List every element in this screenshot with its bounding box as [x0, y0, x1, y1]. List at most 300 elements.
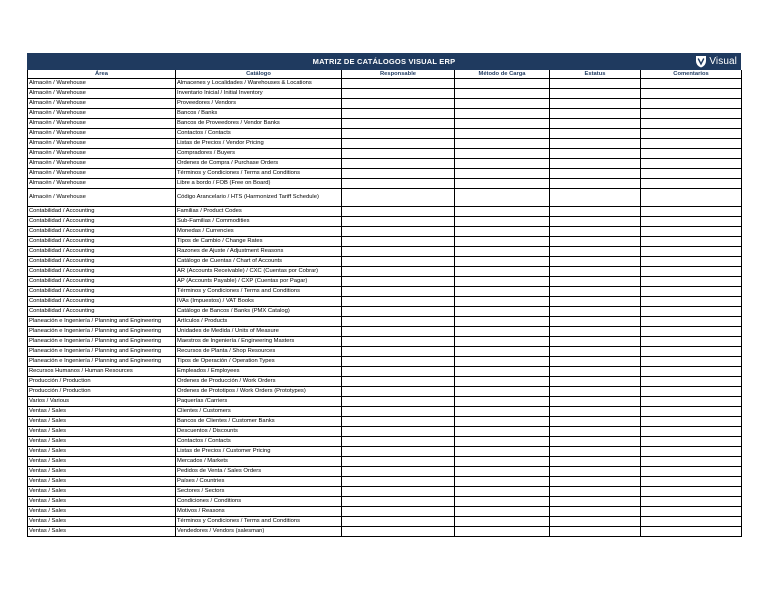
- cell-load-method[interactable]: [455, 387, 550, 397]
- table-row: [28, 527, 742, 537]
- cell-comments[interactable]: [641, 427, 742, 437]
- table-row: [28, 377, 742, 387]
- cell-area: Almacén / Warehouse: [28, 169, 176, 179]
- cell-status[interactable]: [550, 337, 641, 347]
- cell-load-method[interactable]: [455, 109, 550, 119]
- cell-status[interactable]: [550, 169, 641, 179]
- cell-catalog: Maestros de Ingeniería / Engineering Masters: [176, 337, 342, 347]
- column-header-load-method: Método de Carga: [455, 70, 550, 79]
- cell-comments[interactable]: [641, 149, 742, 159]
- cell-catalog: Compradores / Buyers: [176, 149, 342, 159]
- cell-comments[interactable]: [641, 247, 742, 257]
- cell-area: Ventas / Sales: [28, 517, 176, 527]
- cell-status[interactable]: [550, 527, 641, 537]
- cell-status[interactable]: [550, 129, 641, 139]
- cell-area: Almacén / Warehouse: [28, 149, 176, 159]
- cell-load-method[interactable]: [455, 447, 550, 457]
- cell-area: Producción / Production: [28, 387, 176, 397]
- cell-responsible[interactable]: [342, 457, 455, 467]
- cell-load-method[interactable]: [455, 217, 550, 227]
- column-header-catalog: Catálogo: [176, 70, 342, 79]
- cell-status[interactable]: [550, 397, 641, 407]
- cell-status[interactable]: [550, 507, 641, 517]
- cell-status[interactable]: [550, 487, 641, 497]
- cell-comments[interactable]: [641, 99, 742, 109]
- cell-status[interactable]: [550, 317, 641, 327]
- cell-comments[interactable]: [641, 477, 742, 487]
- cell-load-method[interactable]: [455, 347, 550, 357]
- cell-status[interactable]: [550, 217, 641, 227]
- cell-area: Ventas / Sales: [28, 417, 176, 427]
- cell-load-method[interactable]: [455, 427, 550, 437]
- cell-load-method[interactable]: [455, 89, 550, 99]
- cell-comments[interactable]: [641, 287, 742, 297]
- table-row: [28, 79, 742, 89]
- cell-responsible[interactable]: [342, 407, 455, 417]
- cell-load-method[interactable]: [455, 317, 550, 327]
- cell-catalog: Descuentos / Discounts: [176, 427, 342, 437]
- cell-load-method[interactable]: [455, 397, 550, 407]
- cell-comments[interactable]: [641, 527, 742, 537]
- cell-comments[interactable]: [641, 367, 742, 377]
- cell-status[interactable]: [550, 457, 641, 467]
- cell-load-method[interactable]: [455, 247, 550, 257]
- cell-comments[interactable]: [641, 407, 742, 417]
- cell-responsible[interactable]: [342, 217, 455, 227]
- cell-load-method[interactable]: [455, 517, 550, 527]
- cell-comments[interactable]: [641, 317, 742, 327]
- cell-responsible[interactable]: [342, 317, 455, 327]
- table-row: [28, 159, 742, 169]
- cell-status[interactable]: [550, 277, 641, 287]
- cell-responsible[interactable]: [342, 357, 455, 367]
- cell-area: Planeación e Ingeniería / Planning and Engineering: [28, 317, 176, 327]
- column-header-responsible: Responsable: [342, 70, 455, 79]
- cell-catalog: Familias / Product Codes: [176, 207, 342, 217]
- table-row: [28, 517, 742, 527]
- cell-responsible[interactable]: [342, 487, 455, 497]
- cell-comments[interactable]: [641, 207, 742, 217]
- cell-catalog: Contactos / Contacts: [176, 437, 342, 447]
- cell-load-method[interactable]: [455, 487, 550, 497]
- cell-load-method[interactable]: [455, 139, 550, 149]
- cell-catalog: Pedidos de Venta / Sales Orders: [176, 467, 342, 477]
- cell-responsible[interactable]: [342, 189, 455, 207]
- cell-catalog: Mercados / Markets: [176, 457, 342, 467]
- cell-responsible[interactable]: [342, 129, 455, 139]
- cell-area: Contabilidad / Accounting: [28, 267, 176, 277]
- cell-load-method[interactable]: [455, 297, 550, 307]
- table-row: [28, 497, 742, 507]
- table-row: [28, 507, 742, 517]
- cell-responsible[interactable]: [342, 207, 455, 217]
- cell-status[interactable]: [550, 99, 641, 109]
- table-row: [28, 337, 742, 347]
- cell-responsible[interactable]: [342, 427, 455, 437]
- cell-status[interactable]: [550, 407, 641, 417]
- cell-status[interactable]: [550, 437, 641, 447]
- cell-catalog: Unidades de Medida / Units of Measure: [176, 327, 342, 337]
- cell-area: Recursos Humanos / Human Resources: [28, 367, 176, 377]
- table-row: [28, 217, 742, 227]
- cell-catalog: Bancos de Proveedores / Vendor Banks: [176, 119, 342, 129]
- cell-load-method[interactable]: [455, 149, 550, 159]
- cell-responsible[interactable]: [342, 287, 455, 297]
- table-row: [28, 367, 742, 377]
- cell-area: Almacén / Warehouse: [28, 129, 176, 139]
- cell-responsible[interactable]: [342, 247, 455, 257]
- column-header-comments: Comentarios: [641, 70, 742, 79]
- cell-load-method[interactable]: [455, 257, 550, 267]
- cell-comments[interactable]: [641, 447, 742, 457]
- cell-responsible[interactable]: [342, 507, 455, 517]
- table-row: [28, 417, 742, 427]
- cell-area: Ventas / Sales: [28, 427, 176, 437]
- cell-status[interactable]: [550, 327, 641, 337]
- cell-load-method[interactable]: [455, 287, 550, 297]
- cell-comments[interactable]: [641, 159, 742, 169]
- cell-catalog: Libre a bordo / FOB (Free on Board): [176, 179, 342, 189]
- cell-load-method[interactable]: [455, 327, 550, 337]
- cell-load-method[interactable]: [455, 337, 550, 347]
- cell-status[interactable]: [550, 267, 641, 277]
- cell-catalog: Condiciones / Conditions: [176, 497, 342, 507]
- cell-load-method[interactable]: [455, 357, 550, 367]
- cell-status[interactable]: [550, 367, 641, 377]
- cell-comments[interactable]: [641, 129, 742, 139]
- page-title: MATRIZ DE CATÁLOGOS VISUAL ERP: [312, 57, 456, 66]
- cell-comments[interactable]: [641, 437, 742, 447]
- cell-area: Varios / Various: [28, 397, 176, 407]
- table-row: [28, 227, 742, 237]
- cell-catalog: Almacenes y Localidades / Warehouses & Locations: [176, 79, 342, 89]
- cell-catalog: Sub-Familias / Commodities: [176, 217, 342, 227]
- table-row: [28, 179, 742, 189]
- cell-status[interactable]: [550, 287, 641, 297]
- cell-catalog: Código Arancelario / HTS (Harmonized Tariff Schedule): [176, 189, 342, 207]
- table-row: [28, 427, 742, 437]
- cell-comments[interactable]: [641, 139, 742, 149]
- cell-status[interactable]: [550, 387, 641, 397]
- cell-area: Planeación e Ingeniería / Planning and Engineering: [28, 337, 176, 347]
- title-bar: [27, 53, 741, 70]
- cell-area: Ventas / Sales: [28, 407, 176, 417]
- table-row: [28, 247, 742, 257]
- cell-catalog: Vendedores / Vendors (salesman): [176, 527, 342, 537]
- table-row: [28, 317, 742, 327]
- cell-area: Almacén / Warehouse: [28, 109, 176, 119]
- cell-responsible[interactable]: [342, 497, 455, 507]
- cell-status[interactable]: [550, 179, 641, 189]
- cell-comments[interactable]: [641, 347, 742, 357]
- cell-area: Ventas / Sales: [28, 497, 176, 507]
- cell-catalog: Listas de Precios / Customer Pricing: [176, 447, 342, 457]
- cell-catalog: Empleados / Employees: [176, 367, 342, 377]
- cell-status[interactable]: [550, 149, 641, 159]
- table-row: [28, 487, 742, 497]
- cell-comments[interactable]: [641, 119, 742, 129]
- cell-load-method[interactable]: [455, 189, 550, 207]
- cell-responsible[interactable]: [342, 257, 455, 267]
- cell-responsible[interactable]: [342, 477, 455, 487]
- cell-load-method[interactable]: [455, 457, 550, 467]
- cell-load-method[interactable]: [455, 477, 550, 487]
- cell-area: Planeación e Ingeniería / Planning and Engineering: [28, 357, 176, 367]
- cell-catalog: AP (Accounts Payable) / CXP (Cuentas por Pagar): [176, 277, 342, 287]
- cell-status[interactable]: [550, 427, 641, 437]
- cell-responsible[interactable]: [342, 447, 455, 457]
- cell-responsible[interactable]: [342, 267, 455, 277]
- cell-status[interactable]: [550, 467, 641, 477]
- cell-status[interactable]: [550, 247, 641, 257]
- cell-catalog: Países / Countries: [176, 477, 342, 487]
- cell-catalog: Listas de Precios / Vendor Pricing: [176, 139, 342, 149]
- cell-area: Contabilidad / Accounting: [28, 307, 176, 317]
- cell-comments[interactable]: [641, 327, 742, 337]
- cell-area: Ventas / Sales: [28, 507, 176, 517]
- cell-status[interactable]: [550, 377, 641, 387]
- table-row: [28, 357, 742, 367]
- cell-responsible[interactable]: [342, 179, 455, 189]
- cell-status[interactable]: [550, 207, 641, 217]
- table-row: [28, 307, 742, 317]
- cell-area: Almacén / Warehouse: [28, 189, 176, 207]
- cell-responsible[interactable]: [342, 169, 455, 179]
- cell-status[interactable]: [550, 347, 641, 357]
- cell-catalog: Tipos de Cambio / Change Rates: [176, 237, 342, 247]
- cell-area: Ventas / Sales: [28, 477, 176, 487]
- cell-catalog: Bancos de Clientes / Customer Banks: [176, 417, 342, 427]
- cell-comments[interactable]: [641, 397, 742, 407]
- cell-status[interactable]: [550, 89, 641, 99]
- table-row: [28, 387, 742, 397]
- cell-comments[interactable]: [641, 377, 742, 387]
- cell-comments[interactable]: [641, 337, 742, 347]
- cell-responsible[interactable]: [342, 327, 455, 337]
- cell-catalog: Bancos / Banks: [176, 109, 342, 119]
- catalog-matrix-sheet: [27, 53, 741, 537]
- cell-load-method[interactable]: [455, 179, 550, 189]
- cell-status[interactable]: [550, 237, 641, 247]
- cell-status[interactable]: [550, 497, 641, 507]
- cell-comments[interactable]: [641, 169, 742, 179]
- cell-area: Almacén / Warehouse: [28, 79, 176, 89]
- cell-responsible[interactable]: [342, 417, 455, 427]
- table-header-row: [28, 70, 742, 79]
- cell-catalog: Paquerías /Carriers: [176, 397, 342, 407]
- cell-catalog: Artículos / Products: [176, 317, 342, 327]
- cell-load-method[interactable]: [455, 367, 550, 377]
- cell-responsible[interactable]: [342, 237, 455, 247]
- cell-status[interactable]: [550, 447, 641, 457]
- cell-load-method[interactable]: [455, 119, 550, 129]
- cell-area: Contabilidad / Accounting: [28, 257, 176, 267]
- cell-responsible[interactable]: [342, 119, 455, 129]
- table-row: [28, 347, 742, 357]
- cell-load-method[interactable]: [455, 497, 550, 507]
- cell-load-method[interactable]: [455, 159, 550, 169]
- table-row: [28, 297, 742, 307]
- cell-comments[interactable]: [641, 267, 742, 277]
- cell-responsible[interactable]: [342, 99, 455, 109]
- cell-load-method[interactable]: [455, 99, 550, 109]
- cell-responsible[interactable]: [342, 297, 455, 307]
- cell-catalog: Catálogo de Cuentas / Chart of Accounts: [176, 257, 342, 267]
- cell-comments[interactable]: [641, 257, 742, 267]
- cell-catalog: Motivos / Reasons: [176, 507, 342, 517]
- cell-comments[interactable]: [641, 497, 742, 507]
- cell-area: Almacén / Warehouse: [28, 99, 176, 109]
- table-row: [28, 477, 742, 487]
- cell-area: Planeación e Ingeniería / Planning and Engineering: [28, 327, 176, 337]
- cell-load-method[interactable]: [455, 467, 550, 477]
- cell-responsible[interactable]: [342, 227, 455, 237]
- cell-status[interactable]: [550, 307, 641, 317]
- cell-comments[interactable]: [641, 467, 742, 477]
- cell-status[interactable]: [550, 297, 641, 307]
- cell-area: Contabilidad / Accounting: [28, 287, 176, 297]
- cell-area: Contabilidad / Accounting: [28, 247, 176, 257]
- cell-catalog: Inventario Inicial / Initial Inventory: [176, 89, 342, 99]
- cell-area: Contabilidad / Accounting: [28, 237, 176, 247]
- cell-status[interactable]: [550, 417, 641, 427]
- cell-comments[interactable]: [641, 307, 742, 317]
- cell-area: Ventas / Sales: [28, 467, 176, 477]
- cell-status[interactable]: [550, 139, 641, 149]
- cell-status[interactable]: [550, 109, 641, 119]
- cell-responsible[interactable]: [342, 337, 455, 347]
- table-row: [28, 189, 742, 207]
- cell-responsible[interactable]: [342, 347, 455, 357]
- cell-comments[interactable]: [641, 109, 742, 119]
- cell-responsible[interactable]: [342, 307, 455, 317]
- cell-responsible[interactable]: [342, 79, 455, 89]
- cell-responsible[interactable]: [342, 527, 455, 537]
- cell-area: Planeación e Ingeniería / Planning and Engineering: [28, 347, 176, 357]
- cell-comments[interactable]: [641, 507, 742, 517]
- cell-area: Contabilidad / Accounting: [28, 227, 176, 237]
- cell-responsible[interactable]: [342, 89, 455, 99]
- cell-status[interactable]: [550, 119, 641, 129]
- cell-area: Ventas / Sales: [28, 447, 176, 457]
- cell-comments[interactable]: [641, 357, 742, 367]
- cell-catalog: Catálogo de Bancos / Banks (PMX Catalog): [176, 307, 342, 317]
- table-row: [28, 447, 742, 457]
- cell-load-method[interactable]: [455, 377, 550, 387]
- table-row: [28, 457, 742, 467]
- cell-load-method[interactable]: [455, 79, 550, 89]
- table-row: [28, 407, 742, 417]
- cell-comments[interactable]: [641, 189, 742, 207]
- cell-load-method[interactable]: [455, 267, 550, 277]
- cell-load-method[interactable]: [455, 507, 550, 517]
- cell-comments[interactable]: [641, 277, 742, 287]
- cell-area: Contabilidad / Accounting: [28, 217, 176, 227]
- cell-catalog: Contactos / Contacts: [176, 129, 342, 139]
- cell-catalog: Recursos de Planta / Shop Resources: [176, 347, 342, 357]
- cell-area: Almacén / Warehouse: [28, 89, 176, 99]
- cell-responsible[interactable]: [342, 387, 455, 397]
- cell-catalog: AR (Accounts Receivable) / CXC (Cuentas por Cobrar): [176, 267, 342, 277]
- cell-status[interactable]: [550, 227, 641, 237]
- cell-comments[interactable]: [641, 517, 742, 527]
- cell-responsible[interactable]: [342, 367, 455, 377]
- visual-shield-icon: [695, 55, 707, 68]
- cell-status[interactable]: [550, 159, 641, 169]
- cell-area: Contabilidad / Accounting: [28, 277, 176, 287]
- cell-responsible[interactable]: [342, 109, 455, 119]
- cell-load-method[interactable]: [455, 129, 550, 139]
- table-row: [28, 237, 742, 247]
- cell-comments[interactable]: [641, 79, 742, 89]
- cell-load-method[interactable]: [455, 437, 550, 447]
- cell-comments[interactable]: [641, 227, 742, 237]
- cell-load-method[interactable]: [455, 527, 550, 537]
- cell-comments[interactable]: [641, 237, 742, 247]
- cell-responsible[interactable]: [342, 467, 455, 477]
- cell-status[interactable]: [550, 477, 641, 487]
- cell-area: Almacén / Warehouse: [28, 119, 176, 129]
- cell-comments[interactable]: [641, 179, 742, 189]
- cell-load-method[interactable]: [455, 207, 550, 217]
- cell-responsible[interactable]: [342, 139, 455, 149]
- cell-load-method[interactable]: [455, 417, 550, 427]
- cell-catalog: Tipos de Operación / Operation Types: [176, 357, 342, 367]
- table-row: [28, 277, 742, 287]
- cell-load-method[interactable]: [455, 277, 550, 287]
- table-row: [28, 129, 742, 139]
- cell-comments[interactable]: [641, 89, 742, 99]
- cell-area: Ventas / Sales: [28, 527, 176, 537]
- table-row: [28, 139, 742, 149]
- cell-responsible[interactable]: [342, 377, 455, 387]
- table-row: [28, 437, 742, 447]
- cell-responsible[interactable]: [342, 397, 455, 407]
- cell-status[interactable]: [550, 257, 641, 267]
- cell-catalog: Monedas / Currencies: [176, 227, 342, 237]
- cell-comments[interactable]: [641, 297, 742, 307]
- cell-responsible[interactable]: [342, 159, 455, 169]
- visual-logo: [695, 54, 737, 69]
- cell-catalog: Términos y Condiciones / Terms and Conditions: [176, 517, 342, 527]
- table-row: [28, 169, 742, 179]
- table-row: [28, 257, 742, 267]
- cell-responsible[interactable]: [342, 517, 455, 527]
- cell-catalog: Sectores / Sectors: [176, 487, 342, 497]
- cell-comments[interactable]: [641, 487, 742, 497]
- cell-comments[interactable]: [641, 417, 742, 427]
- cell-load-method[interactable]: [455, 169, 550, 179]
- cell-status[interactable]: [550, 517, 641, 527]
- cell-comments[interactable]: [641, 457, 742, 467]
- column-header-area: Área: [28, 70, 176, 79]
- cell-load-method[interactable]: [455, 227, 550, 237]
- cell-catalog: Proveedores / Vendors: [176, 99, 342, 109]
- cell-catalog: Términos y Condiciones / Terms and Conditions: [176, 287, 342, 297]
- cell-status[interactable]: [550, 79, 641, 89]
- cell-load-method[interactable]: [455, 307, 550, 317]
- cell-responsible[interactable]: [342, 277, 455, 287]
- cell-status[interactable]: [550, 189, 641, 207]
- cell-load-method[interactable]: [455, 237, 550, 247]
- catalog-table: [27, 70, 742, 537]
- cell-load-method[interactable]: [455, 407, 550, 417]
- cell-status[interactable]: [550, 357, 641, 367]
- cell-responsible[interactable]: [342, 149, 455, 159]
- cell-comments[interactable]: [641, 387, 742, 397]
- cell-responsible[interactable]: [342, 437, 455, 447]
- cell-comments[interactable]: [641, 217, 742, 227]
